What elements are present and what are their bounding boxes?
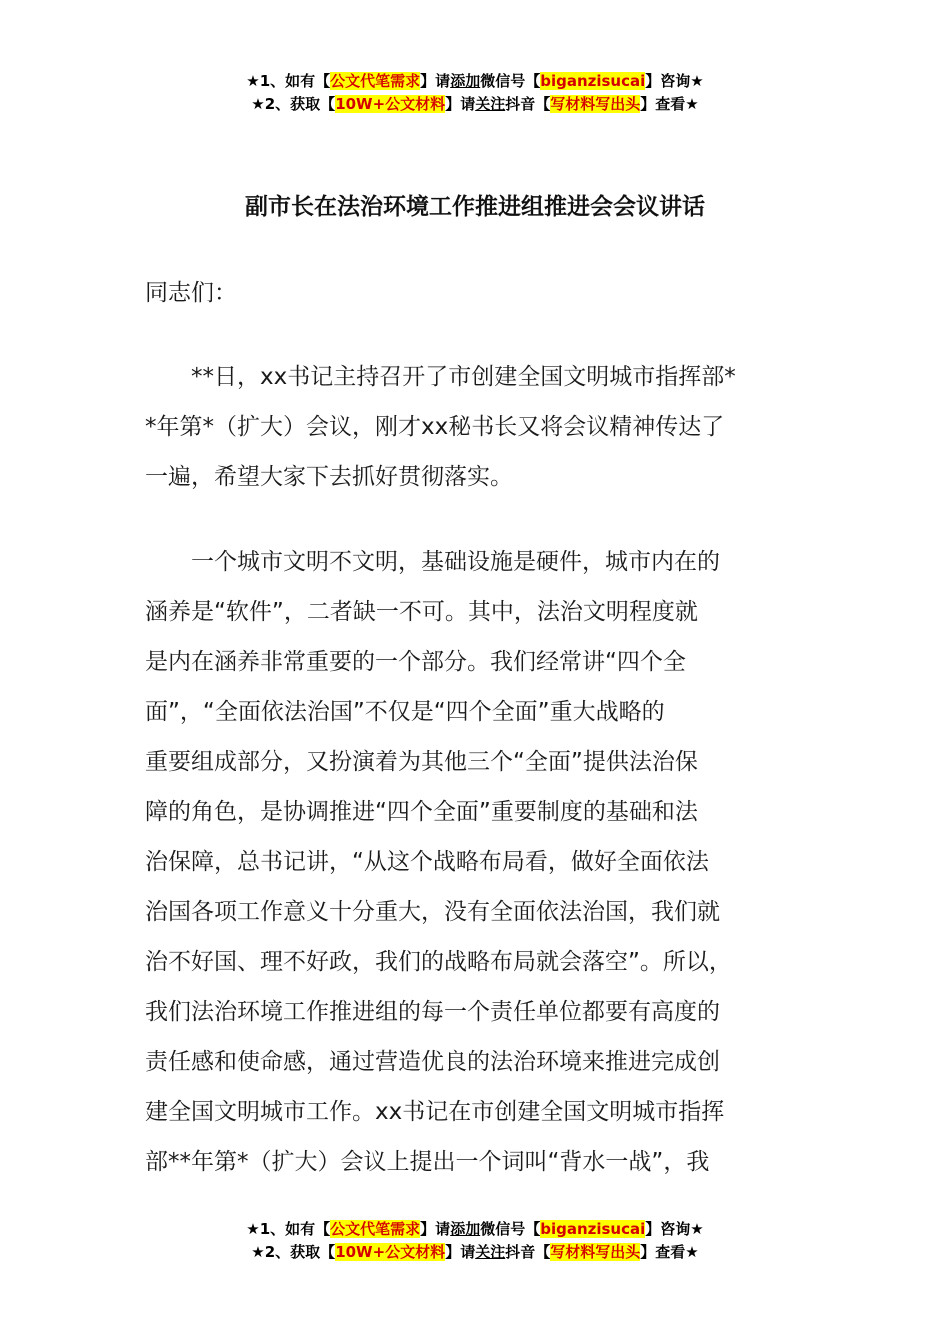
banner-text: 】查看★ — [640, 1243, 699, 1261]
banner-underline: 关注 — [475, 95, 506, 113]
banner-highlight: 10W+公文材料 — [335, 95, 446, 113]
banner-text: 抖音【 — [505, 95, 551, 113]
paragraph-line: 治不好国、理不好政，我们的战略布局就会落空”。所以， — [145, 949, 732, 975]
paragraph-line: 部**年第*（扩大）会议上提出一个词叫“背水一战”，我 — [145, 1149, 710, 1175]
paragraph-line: 我们法治环境工作推进组的每一个责任单位都要有高度的 — [145, 999, 720, 1025]
banner-douyin-id: 写材料写出头 — [550, 1243, 641, 1261]
paragraph-line: 建全国文明城市工作。xx书记在市创建全国文明城市指挥 — [145, 1099, 725, 1125]
paragraph-2 — [145, 537, 732, 1187]
header-banner — [0, 70, 950, 116]
banner-text: 】咨询★ — [645, 72, 704, 90]
paragraph-line: 治国各项工作意义十分重大，没有全面依法治国，我们就 — [145, 899, 720, 925]
paragraph-line: 一遍，希望大家下去抓好贯彻落实。 — [145, 464, 513, 490]
paragraph-line: 涵养是“软件”，二者缺一不可。其中，法治文明程度就 — [145, 599, 698, 625]
banner-text: 】请 — [445, 95, 476, 113]
banner-highlight: 公文代笔需求 — [330, 1220, 421, 1238]
paragraph-line: 治保障，总书记讲，“从这个战略布局看，做好全面依法 — [145, 849, 709, 875]
paragraph-line: **日，xx书记主持召开了市创建全国文明城市指挥部* — [191, 364, 736, 390]
paragraph-line: 责任感和使命感，通过营造优良的法治环境来推进完成创 — [145, 1049, 720, 1075]
banner-text: 微信号【 — [480, 72, 541, 90]
greeting — [145, 268, 237, 318]
banner-line-1 — [0, 1218, 950, 1241]
banner-underline: 关注 — [475, 1243, 506, 1261]
banner-wechat-id: biganzisucai — [540, 72, 646, 90]
banner-underline: 添加 — [450, 1220, 481, 1238]
footer-banner — [0, 1218, 950, 1264]
paragraph-1 — [145, 352, 736, 502]
banner-text: ★1、如有【 — [246, 72, 331, 90]
banner-text: 】请 — [420, 72, 451, 90]
banner-highlight: 10W+公文材料 — [335, 1243, 446, 1261]
banner-wechat-id: biganzisucai — [540, 1220, 646, 1238]
banner-line-2 — [0, 93, 950, 116]
banner-text: 】查看★ — [640, 95, 699, 113]
banner-text: 微信号【 — [480, 1220, 541, 1238]
banner-text: 】咨询★ — [645, 1220, 704, 1238]
paragraph-line: *年第*（扩大）会议，刚才xx秘书长又将会议精神传达了 — [145, 414, 725, 440]
paragraph-line: 一个城市文明不文明，基础设施是硬件，城市内在的 — [191, 549, 720, 575]
document-title: 副市长在法治环境工作推进组推进会会议讲话 — [245, 194, 705, 220]
banner-text: ★2、获取【 — [251, 1243, 336, 1261]
banner-line-1 — [0, 70, 950, 93]
banner-text: ★1、如有【 — [246, 1220, 331, 1238]
banner-text: 】请 — [445, 1243, 476, 1261]
banner-text: 抖音【 — [505, 1243, 551, 1261]
banner-text: ★2、获取【 — [251, 95, 336, 113]
banner-underline: 添加 — [450, 72, 481, 90]
banner-text: 】请 — [420, 1220, 451, 1238]
greeting-text: 同志们： — [145, 280, 237, 306]
banner-line-2 — [0, 1241, 950, 1264]
paragraph-line: 面”，“全面依法治国”不仅是“四个全面”重大战略的 — [145, 699, 665, 725]
paragraph-line: 障的角色，是协调推进“四个全面”重要制度的基础和法 — [145, 799, 698, 825]
paragraph-line: 是内在涵养非常重要的一个部分。我们经常讲“四个全 — [145, 649, 686, 675]
paragraph-line: 重要组成部分，又扮演着为其他三个“全面”提供法治保 — [145, 749, 698, 775]
banner-douyin-id: 写材料写出头 — [550, 95, 641, 113]
banner-highlight: 公文代笔需求 — [330, 72, 421, 90]
